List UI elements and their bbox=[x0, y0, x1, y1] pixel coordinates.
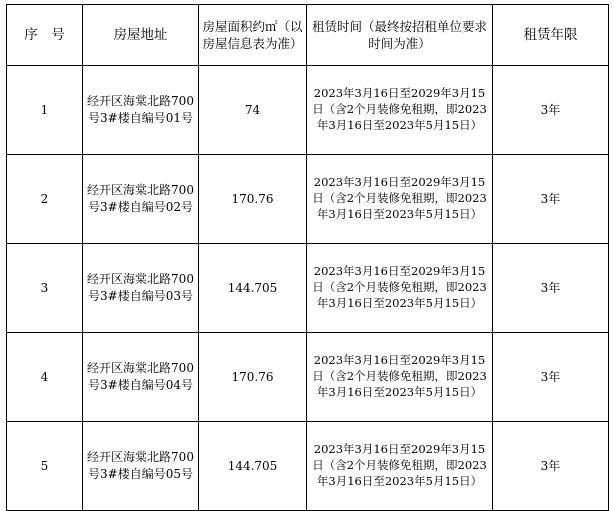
column-header-index: 序 号 bbox=[7, 5, 83, 66]
table-body bbox=[7, 66, 609, 511]
cell-lease-time: 2023年3月16日至2029年3月15日（含2个月装修免租期，即2023年3月16日至2023年5月15日） bbox=[307, 244, 493, 333]
cell-lease-time: 2023年3月16日至2029年3月15日（含2个月装修免租期，即2023年3月16日至2023年5月15日） bbox=[307, 66, 493, 155]
table-row bbox=[7, 155, 609, 244]
cell-address: 经开区海棠北路700号3#楼自编号01号 bbox=[83, 66, 199, 155]
table-header-row bbox=[7, 5, 609, 66]
cell-area: 170.76 bbox=[199, 155, 307, 244]
column-header-lease-term: 租赁年限 bbox=[493, 5, 609, 66]
lease-listing-table bbox=[6, 4, 609, 511]
cell-index: 4 bbox=[7, 333, 83, 422]
column-header-lease-time: 租赁时间（最终按招租单位要求时间为准） bbox=[307, 5, 493, 66]
cell-area: 74 bbox=[199, 66, 307, 155]
cell-index: 5 bbox=[7, 422, 83, 511]
table-row bbox=[7, 244, 609, 333]
table-row bbox=[7, 422, 609, 511]
cell-area: 144.705 bbox=[199, 422, 307, 511]
column-header-address: 房屋地址 bbox=[83, 5, 199, 66]
cell-lease-time: 2023年3月16日至2029年3月15日（含2个月装修免租期，即2023年3月16日至2023年5月15日） bbox=[307, 333, 493, 422]
cell-lease-term: 3年 bbox=[493, 66, 609, 155]
cell-lease-term: 3年 bbox=[493, 244, 609, 333]
column-header-area: 房屋面积约㎡（以房屋信息表为准） bbox=[199, 5, 307, 66]
cell-lease-time: 2023年3月16日至2029年3月15日（含2个月装修免租期，即2023年3月16日至2023年5月15日） bbox=[307, 155, 493, 244]
table-row bbox=[7, 333, 609, 422]
cell-index: 3 bbox=[7, 244, 83, 333]
cell-lease-term: 3年 bbox=[493, 422, 609, 511]
table-header bbox=[7, 5, 609, 66]
cell-address: 经开区海棠北路700号3#楼自编号04号 bbox=[83, 333, 199, 422]
cell-area: 170.76 bbox=[199, 333, 307, 422]
cell-lease-term: 3年 bbox=[493, 155, 609, 244]
cell-address: 经开区海棠北路700号3#楼自编号03号 bbox=[83, 244, 199, 333]
cell-area: 144.705 bbox=[199, 244, 307, 333]
table-row bbox=[7, 66, 609, 155]
cell-index: 2 bbox=[7, 155, 83, 244]
cell-address: 经开区海棠北路700号3#楼自编号05号 bbox=[83, 422, 199, 511]
cell-lease-term: 3年 bbox=[493, 333, 609, 422]
cell-lease-time: 2023年3月16日至2029年3月15日（含2个月装修免租期，即2023年3月16日至2023年5月15日） bbox=[307, 422, 493, 511]
cell-address: 经开区海棠北路700号3#楼自编号02号 bbox=[83, 155, 199, 244]
cell-index: 1 bbox=[7, 66, 83, 155]
